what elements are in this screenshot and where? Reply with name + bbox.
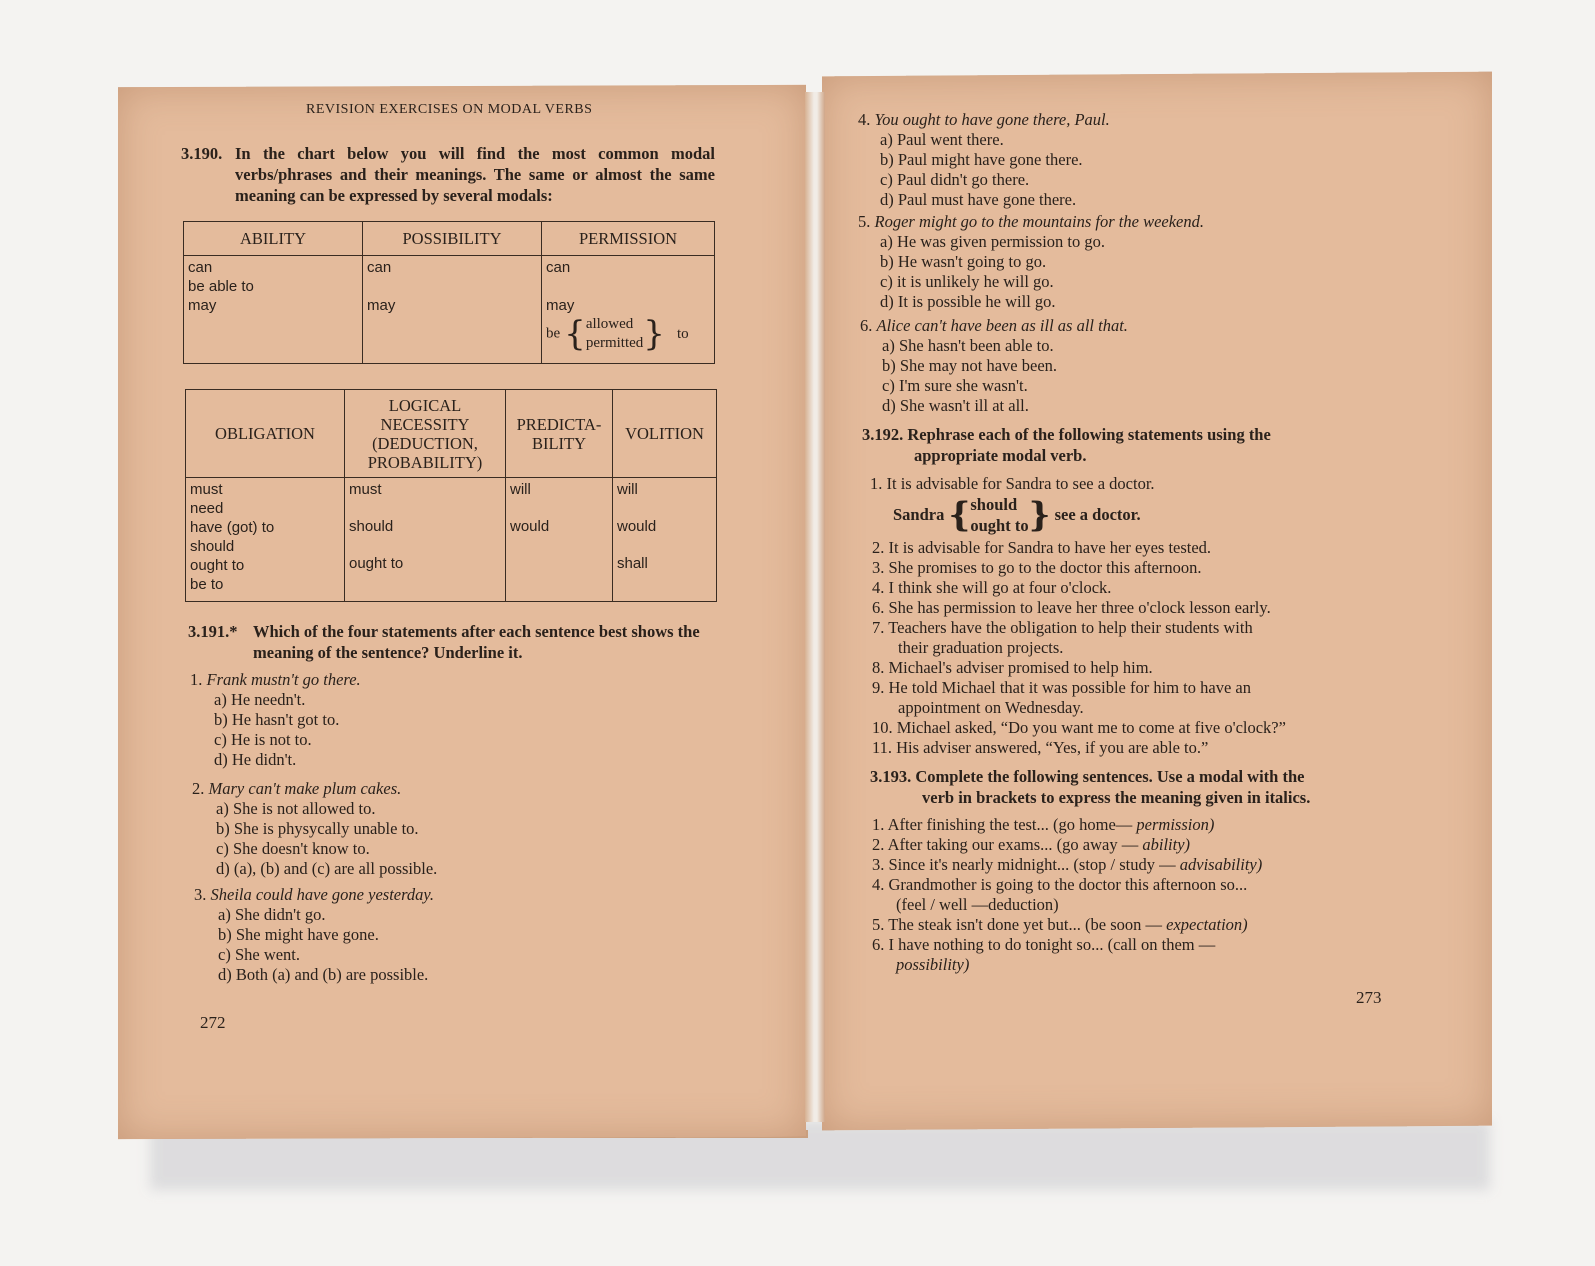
permission-item: can <box>546 259 571 276</box>
exercise-instruction-line: verb in brackets to express the meaning given in italics. <box>922 788 1311 807</box>
option: a) She didn't go. <box>218 905 326 924</box>
example-rest: see a doctor. <box>1054 505 1141 524</box>
ex193-item: 5. The steak isn't done yet but... (be soon — expectation) <box>872 915 1248 934</box>
volition-cell <box>613 478 717 602</box>
option: b) Paul might have gone there. <box>880 150 1083 169</box>
example-choice: should <box>970 495 1018 514</box>
book-gutter <box>805 92 825 1122</box>
ex192-item: 1. It is advisable for Sandra to see a doctor. <box>870 474 1155 493</box>
predictability-item: will <box>510 481 531 498</box>
permission-choice: permitted <box>585 335 644 351</box>
ex192-item: 8. Michael's adviser promised to help him. <box>872 658 1153 677</box>
logical-cell <box>345 478 506 602</box>
ex193-item: 1. After finishing the test... (go home— permission) <box>872 815 1215 834</box>
option: b) She might have gone. <box>218 925 379 944</box>
right-brace: } <box>1028 495 1051 535</box>
exercise-instruction-line: Complete the following sentences. Use a modal with the <box>915 767 1305 786</box>
ability-item: may <box>188 297 217 314</box>
obligation-item: have (got) to <box>190 519 275 536</box>
option: b) He wasn't going to go. <box>880 252 1047 271</box>
question-6: 6. Alice can't have been as ill as all that. a) She hasn't been able to. b) She may not have been. c) I'm sure she wasn't. d) She wasn't ill at all. <box>860 316 1128 415</box>
obligation-item: ought to <box>190 557 245 574</box>
ex192-item-continuation: their graduation projects. <box>898 638 1064 657</box>
ex193-item: 2. After taking our exams... (go away — ability) <box>872 835 1191 854</box>
ex193-item: 6. I have nothing to do tonight so... (call on them — <box>872 935 1216 954</box>
exercise-number: 3.192. <box>862 425 904 444</box>
exercise-instruction-line: Rephrase each of the following statements using the <box>907 425 1271 444</box>
ex192-item: 9. He told Michael that it was possible for him to have an <box>872 678 1251 697</box>
exercise-number: 3.190. <box>181 144 223 163</box>
header-possibility: POSSIBILITY <box>363 222 542 256</box>
exercise-instruction: In the chart below you will find the most common modal verbs/phrases and their meanings. The same or almost the same meaning can be expressed by several modals: <box>235 144 715 205</box>
exercise-3-193 <box>870 766 1310 808</box>
left-brace: { <box>564 314 586 354</box>
ex193-item: 4. Grandmother is going to the doctor this afternoon so... <box>872 875 1248 894</box>
option: b) He hasn't got to. <box>214 710 340 729</box>
option: b) She is physycally unable to. <box>216 819 419 838</box>
exercise-number: 3.193. <box>870 767 912 786</box>
option: d) (a), (b) and (c) are all possible. <box>216 859 438 878</box>
possibility-cell <box>363 256 542 364</box>
exercise-instruction-line: appropriate modal verb. <box>914 446 1087 465</box>
obligation-item: must <box>190 481 223 498</box>
logical-item: must <box>349 481 382 498</box>
option: c) She doesn't know to. <box>216 839 370 858</box>
question-stem: Frank mustn't go there. <box>206 670 361 689</box>
option: c) it is unlikely he will go. <box>880 272 1054 291</box>
ex193-item: 3. Since it's nearly midnight... (stop / study — advisability) <box>872 855 1263 874</box>
volition-item: will <box>617 481 638 498</box>
permission-be: be <box>546 325 561 342</box>
question-stem: You ought to have gone there, Paul. <box>874 110 1110 129</box>
ex193-list <box>872 815 1262 975</box>
question-stem: Mary can't make plum cakes. <box>208 779 402 798</box>
ability-cell <box>184 256 363 364</box>
option: a) She hasn't been able to. <box>882 336 1054 355</box>
logical-item: ought to <box>349 555 404 572</box>
question-1: 1. Frank mustn't go there. a) He needn't. b) He hasn't got to. c) He is not to. d) He didn't. <box>190 670 361 769</box>
option: a) Paul went there. <box>880 130 1004 149</box>
possibility-item: may <box>367 297 396 314</box>
permission-cell <box>542 256 715 364</box>
ex192-list <box>872 538 1286 758</box>
header-volition: VOLITION <box>613 390 717 478</box>
header-ability: ABILITY <box>184 222 363 256</box>
option: d) Both (a) and (b) are possible. <box>218 965 429 984</box>
ex193-item-continuation: possibility) <box>896 955 970 974</box>
ex192-item: 3. She promises to go to the doctor this afternoon. <box>872 558 1202 577</box>
ex192-item-continuation: appointment on Wednesday. <box>898 698 1084 717</box>
exercise-instruction: Which of the four statements after each sentence best shows the meaning of the sentence? Underline it. <box>253 622 700 662</box>
option: c) He is not to. <box>214 730 312 749</box>
ex192-item: 7. Teachers have the obligation to help their students with <box>872 618 1253 637</box>
option: d) He didn't. <box>214 750 297 769</box>
right-brace: } <box>643 314 665 354</box>
obligation-item: should <box>190 538 235 555</box>
header-permission: PERMISSION <box>542 222 715 256</box>
obligation-item: be to <box>190 576 224 593</box>
permission-to: to <box>676 325 689 342</box>
option: a) He needn't. <box>214 690 306 709</box>
left-brace: { <box>948 495 971 535</box>
exercise-number: 3.191.* <box>188 622 238 641</box>
question-4: 4. You ought to have gone there, Paul. a) Paul went there. b) Paul might have gone there. c) Paul didn't go there. d) Paul must have gone there. <box>858 110 1110 209</box>
volition-item: would <box>617 518 657 535</box>
obligation-item: need <box>190 500 224 517</box>
exercise-3-192 <box>862 424 1271 466</box>
logical-item: should <box>349 518 394 535</box>
question-2: 2. Mary can't make plum cakes. a) She is not allowed to. b) She is physycally unable to. c) She doesn't know to. d) (a), (b) and (c) are all possible. <box>192 779 438 878</box>
question-3: 3. Sheila could have gone yesterday. a) She didn't go. b) She might have gone. c) She went. d) Both (a) and (b) are possible. <box>194 885 434 984</box>
possibility-item: can <box>367 259 392 276</box>
obligation-cell <box>186 478 345 602</box>
option: c) Paul didn't go there. <box>880 170 1030 189</box>
running-head: REVISION EXERCISES ON MODAL VERBS <box>306 102 593 117</box>
modal-chart-1 <box>183 221 715 364</box>
example-choice: ought to <box>970 516 1029 535</box>
question-stem: Sheila could have gone yesterday. <box>210 885 434 904</box>
example-subject: Sandra <box>893 505 945 524</box>
ex192-item: 10. Michael asked, “Do you want me to come at five o'clock?” <box>872 718 1286 737</box>
header-obligation: OBLIGATION <box>186 390 345 478</box>
predictability-item: would <box>510 518 550 535</box>
example-answer <box>893 494 1141 536</box>
question-stem: Roger might go to the mountains for the weekend. <box>874 212 1204 231</box>
question-5: 5. Roger might go to the mountains for the weekend. a) He was given permission to go. b) He wasn't going to go. c) it is unlikely he will go. d) It is possible he will go. <box>858 212 1204 311</box>
ability-item: can <box>188 259 213 276</box>
ex193-item-continuation: (feel / well —deduction) <box>896 895 1059 914</box>
ex192-item: 6. She has permission to leave her three o'clock lesson early. <box>872 598 1271 617</box>
volition-item: shall <box>617 555 648 572</box>
header-predictability: PREDICTA- BILITY <box>506 390 613 478</box>
option: d) It is possible he will go. <box>880 292 1056 311</box>
permission-choice: allowed <box>585 316 634 332</box>
option: c) I'm sure she wasn't. <box>882 376 1028 395</box>
header-logical-necessity: LOGICAL NECESSITY (DEDUCTION, PROBABILITY) <box>345 390 506 478</box>
ex192-item: 11. His adviser answered, “Yes, if you are able to.” <box>872 738 1209 757</box>
option: d) She wasn't ill at all. <box>882 396 1029 415</box>
option: c) She went. <box>218 945 301 964</box>
option: b) She may not have been. <box>882 356 1058 375</box>
modal-chart-2 <box>185 389 717 602</box>
option: a) She is not allowed to. <box>216 799 376 818</box>
ex192-item: 2. It is advisable for Sandra to have her eyes tested. <box>872 538 1212 557</box>
page-number-left: 272 <box>200 1013 226 1032</box>
permission-item: may <box>546 297 575 314</box>
ability-item: be able to <box>188 278 254 295</box>
page-number-right: 273 <box>1356 988 1382 1007</box>
predictability-cell <box>506 478 613 602</box>
ex192-item: 4. I think she will go at four o'clock. <box>872 578 1112 597</box>
option: a) He was given permission to go. <box>880 232 1105 251</box>
option: d) Paul must have gone there. <box>880 190 1077 209</box>
question-stem: Alice can't have been as ill as all that. <box>876 316 1128 335</box>
